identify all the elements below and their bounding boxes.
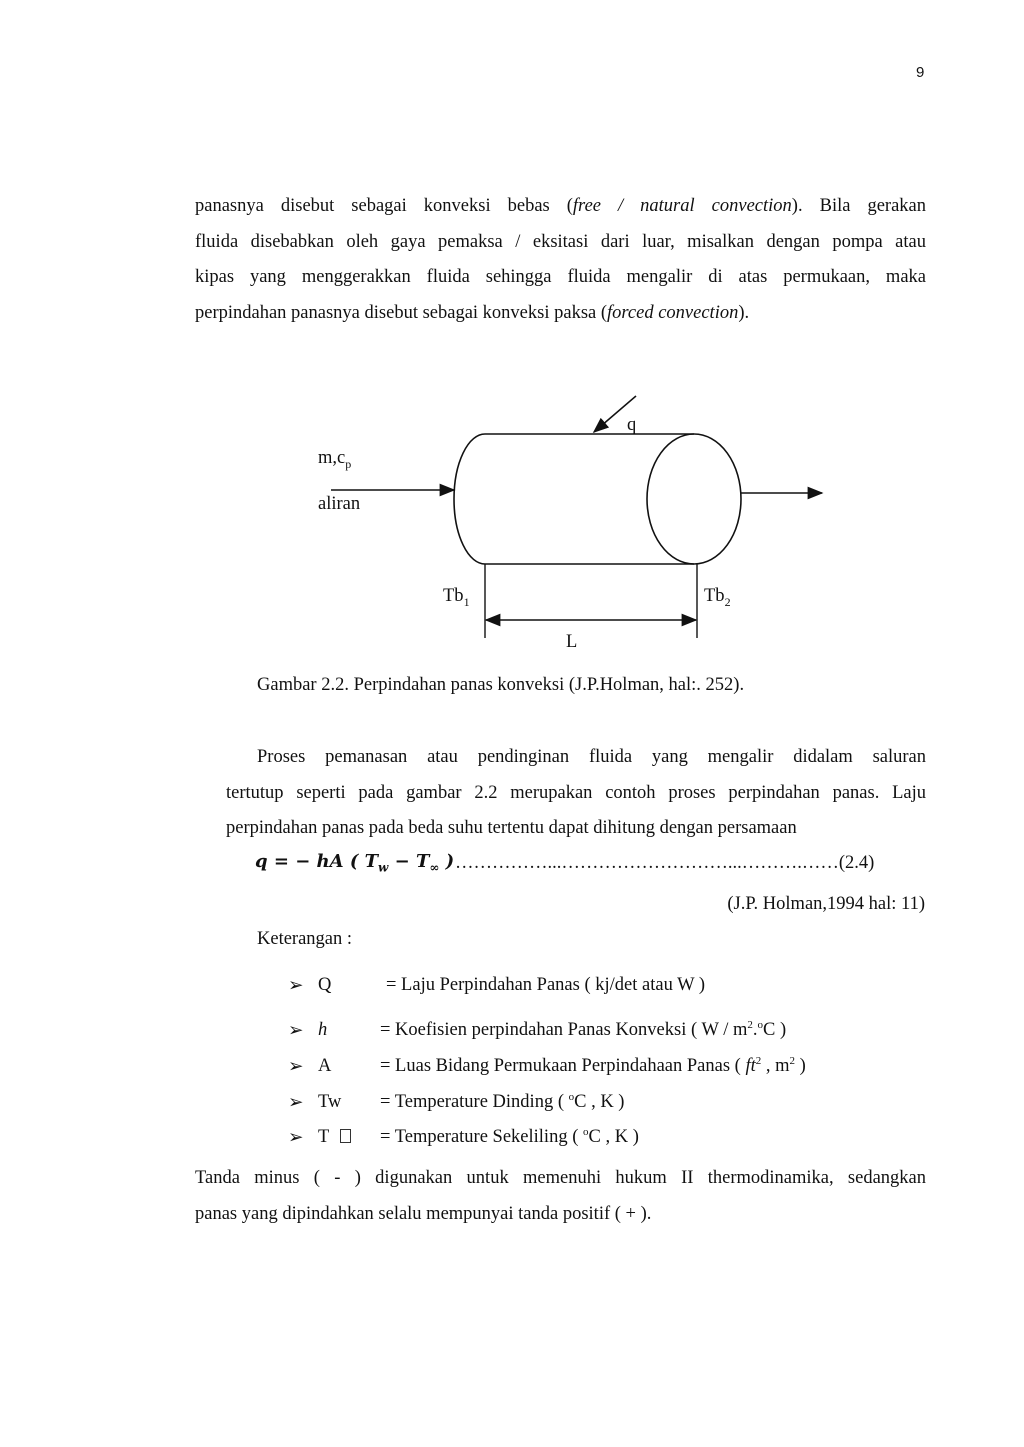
page-number: 9 <box>916 64 925 81</box>
def-symbol: A <box>318 1056 332 1076</box>
proses-line-1: Proses pemanasan atau pendinginan fluida yang mengalir didalam saluran <box>257 747 926 767</box>
def-text: = Laju Perpindahan Panas ( kj/det atau W ) <box>386 975 706 995</box>
def-symbol: Tw <box>318 1092 342 1112</box>
tanda-line-1: Tanda minus ( - ) digunakan untuk memenuhi hukum II thermodinamika, sedangkan <box>195 1168 926 1188</box>
def-text: = Temperature Sekeliling ( $^o$C , K ) <box>380 1126 639 1147</box>
def-text: = Temperature Dinding ( $^o$C , K ) <box>380 1091 625 1112</box>
q-label: q <box>627 415 637 435</box>
intro-line-1: panasnya disebut sebagai konveksi bebas (free / natural convection). Bila gerakan <box>195 196 926 216</box>
mass-flow-label: $m,c_p$ <box>318 448 352 471</box>
def-text: = Koefisien perpindahan Panas Konveksi ( W / $m^2.^oC$ ) <box>380 1019 787 1040</box>
def-row-q <box>0 975 1024 995</box>
citation: (J.P. Holman,1994 hal: 11) <box>727 894 925 914</box>
bullet-icon: ➢ <box>288 1128 304 1148</box>
keterangan-heading: Keterangan : <box>257 929 353 949</box>
proses-line-3: perpindahan panas pada beda suhu tertentu dapat dihitung dengan persamaan <box>226 818 797 838</box>
intro-line-4: perpindahan panasnya disebut sebagai konveksi paksa (forced convection). <box>195 302 750 323</box>
intro-line-2: fluida disebabkan oleh gaya pemaksa / eksitasi dari luar, misalkan dengan pompa atau <box>195 231 926 252</box>
tb1-label: $Tb_1$ <box>443 586 470 609</box>
bullet-icon: ➢ <box>288 1057 304 1077</box>
bullet-icon: ➢ <box>288 976 304 996</box>
intro-line-3: kipas yang menggerakkan fluida sehingga fluida mengalir di atas permukaan, maka <box>195 267 926 287</box>
def-row-tinf <box>0 1127 1024 1147</box>
figure-caption: Gambar 2.2. Perpindahan panas konveksi (J.P.Holman, hal:. 252). <box>257 675 745 695</box>
def-row-a <box>0 1056 1024 1076</box>
aliran-label: aliran <box>318 494 361 514</box>
cylinder-end <box>647 434 741 564</box>
length-label: L <box>566 632 578 652</box>
equation-formula: q = − hA ( $T_w - T_\infty$ ) <box>255 851 455 875</box>
bullet-icon: ➢ <box>288 1021 304 1041</box>
def-symbol: Q <box>318 975 332 995</box>
def-symbol: h <box>318 1020 328 1040</box>
cylinder-body <box>454 434 694 564</box>
proses-paragraph <box>226 740 926 847</box>
def-text: = Luas Bidang Permukaan Perpindahaan Panas ( $ft^2$ , $m^2$ ) <box>380 1055 806 1076</box>
def-symbol: T <box>318 1127 351 1148</box>
def-row-tw <box>0 1092 1024 1112</box>
convection-diagram <box>0 380 1024 660</box>
intro-paragraph <box>195 189 926 331</box>
bullet-icon: ➢ <box>288 1093 304 1113</box>
proses-line-2: tertutup seperti pada gambar 2.2 merupakan contoh proses perpindahan panas. Laju <box>226 782 926 803</box>
tanda-paragraph <box>195 1161 926 1232</box>
tb2-label: $Tb_2$ <box>704 586 731 609</box>
tanda-line-2: panas yang dipindahkan selalu mempunyai tanda positif ( + ). <box>195 1203 652 1224</box>
equation-number: ……………...………………………...……….……(2.4) <box>455 853 875 873</box>
def-row-h <box>0 1020 1024 1040</box>
missing-glyph-icon <box>340 1129 351 1143</box>
